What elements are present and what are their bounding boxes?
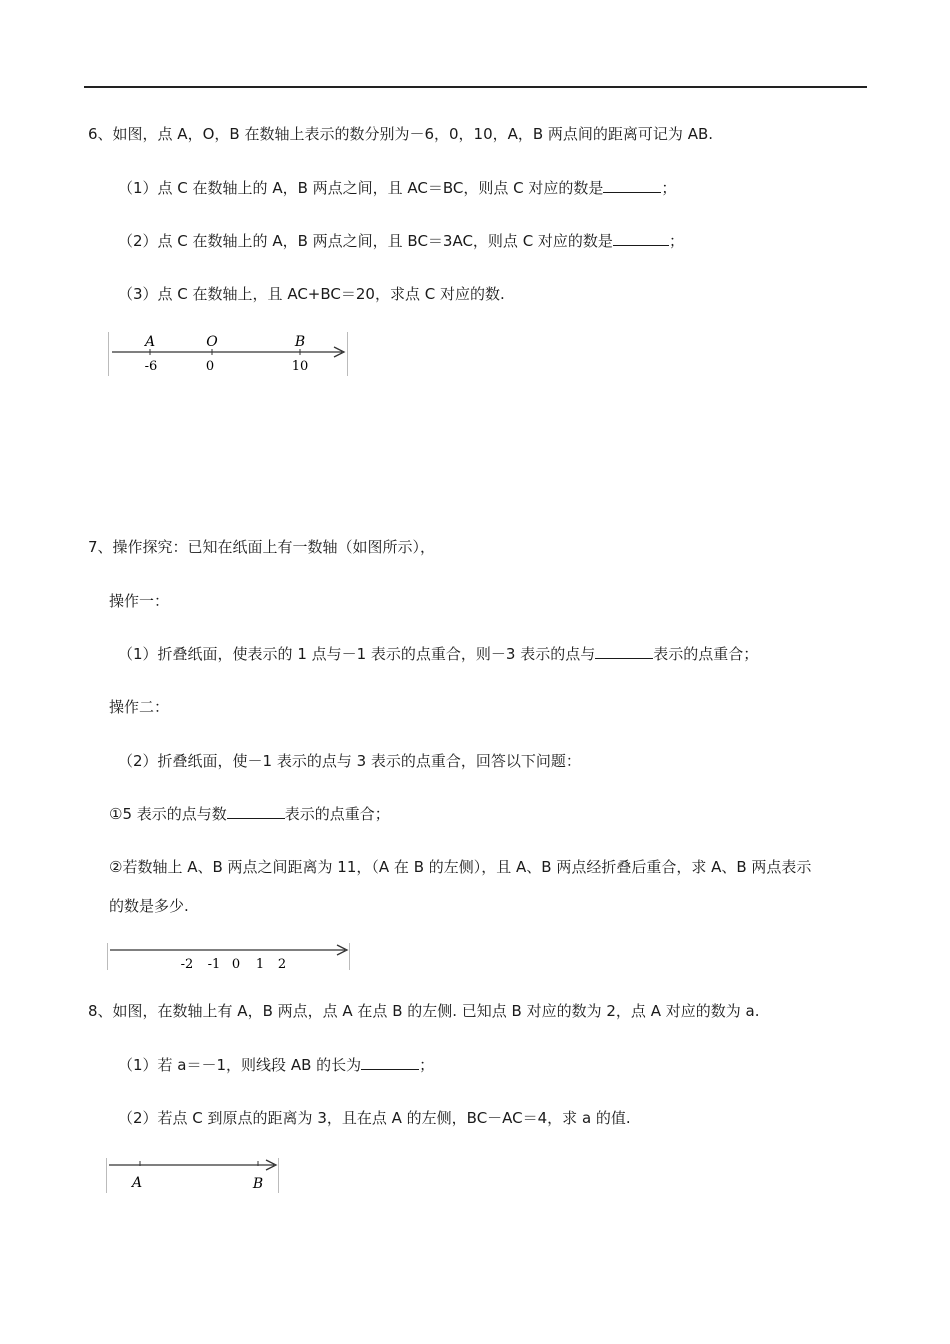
tick-label: 1 bbox=[255, 957, 265, 972]
q8-part1-end: ； bbox=[419, 1056, 435, 1074]
q6-stem: 6、如图，点 A，O，B 在数轴上表示的数分别为－6，0，10，A，B 两点间的距离可记为 AB. bbox=[88, 125, 714, 143]
q7-part1 bbox=[118, 644, 758, 664]
q7-operation2-heading: 操作二： bbox=[109, 698, 170, 716]
q7-number-line-figure bbox=[107, 942, 352, 976]
q7-part1-text: （1）折叠纸面，使表示的 1 点与－1 表示的点重合，则－3 表示的点与 bbox=[118, 645, 596, 663]
q6-part1 bbox=[118, 178, 676, 198]
point-label-a: A bbox=[131, 1175, 143, 1191]
q6-number-line-figure bbox=[108, 330, 350, 382]
q7-sub1-end: 表示的点重合； bbox=[284, 805, 390, 823]
q8-number-line-figure bbox=[106, 1157, 281, 1199]
q7-part1-end: 表示的点重合； bbox=[653, 645, 759, 663]
answer-blank[interactable] bbox=[603, 178, 661, 193]
point-label-a: A bbox=[144, 334, 156, 350]
q7-sub2-line1: ②若数轴上 A、B 两点之间距离为 11，（A 在 B 的左侧），且 A、B 两点经折叠后重合，求 A、B 两点表示 bbox=[109, 858, 812, 876]
q6-part2-end: ； bbox=[668, 232, 684, 250]
tick-label: -1 bbox=[207, 957, 221, 972]
q6-part2 bbox=[118, 231, 684, 251]
q8-part1-text: （1）若 a＝－1，则线段 AB 的长为 bbox=[118, 1056, 362, 1074]
answer-blank[interactable] bbox=[613, 231, 669, 246]
q7-sub1-text: ①5 表示的点与数 bbox=[109, 805, 227, 823]
q6-part2-text: （2）点 C 在数轴上的 A，B 两点之间，且 BC＝3AC，则点 C 对应的数是 bbox=[118, 232, 613, 250]
tick-label: 2 bbox=[277, 957, 287, 972]
point-label-b: B bbox=[252, 1176, 264, 1192]
answer-blank[interactable] bbox=[227, 804, 285, 819]
q7-part2: （2）折叠纸面，使－1 表示的点与 3 表示的点重合，回答以下问题： bbox=[118, 752, 581, 770]
q8-stem: 8、如图，在数轴上有 A，B 两点，点 A 在点 B 的左侧. 已知点 B 对应的数为 2，点 A 对应的数为 a. bbox=[88, 1002, 760, 1020]
tick-label: 10 bbox=[291, 359, 309, 374]
q8-part2: （2）若点 C 到原点的距离为 3，且在点 A 的左侧，BC－AC＝4，求 a 的值. bbox=[118, 1109, 631, 1127]
tick-label: 0 bbox=[205, 359, 215, 374]
q7-operation1-heading: 操作一： bbox=[109, 592, 170, 610]
q7-sub1 bbox=[109, 804, 390, 824]
q6-part3: （3）点 C 在数轴上，且 AC+BC＝20，求点 C 对应的数. bbox=[118, 285, 505, 303]
answer-blank[interactable] bbox=[361, 1055, 419, 1070]
point-label-b: B bbox=[294, 334, 306, 350]
q8-part1 bbox=[118, 1055, 434, 1075]
q6-part1-text: （1）点 C 在数轴上的 A，B 两点之间，且 AC＝BC，则点 C 对应的数是 bbox=[118, 179, 604, 197]
point-label-o: O bbox=[206, 334, 218, 350]
q7-sub2-line2: 的数是多少. bbox=[109, 897, 189, 915]
tick-label: -2 bbox=[180, 957, 194, 972]
q6-part1-end: ； bbox=[661, 179, 677, 197]
tick-label: -6 bbox=[144, 359, 158, 374]
answer-blank[interactable] bbox=[595, 644, 653, 659]
top-rule bbox=[84, 86, 867, 88]
q7-stem: 7、操作探究：已知在纸面上有一数轴（如图所示）， bbox=[88, 538, 436, 556]
tick-label: 0 bbox=[231, 957, 241, 972]
